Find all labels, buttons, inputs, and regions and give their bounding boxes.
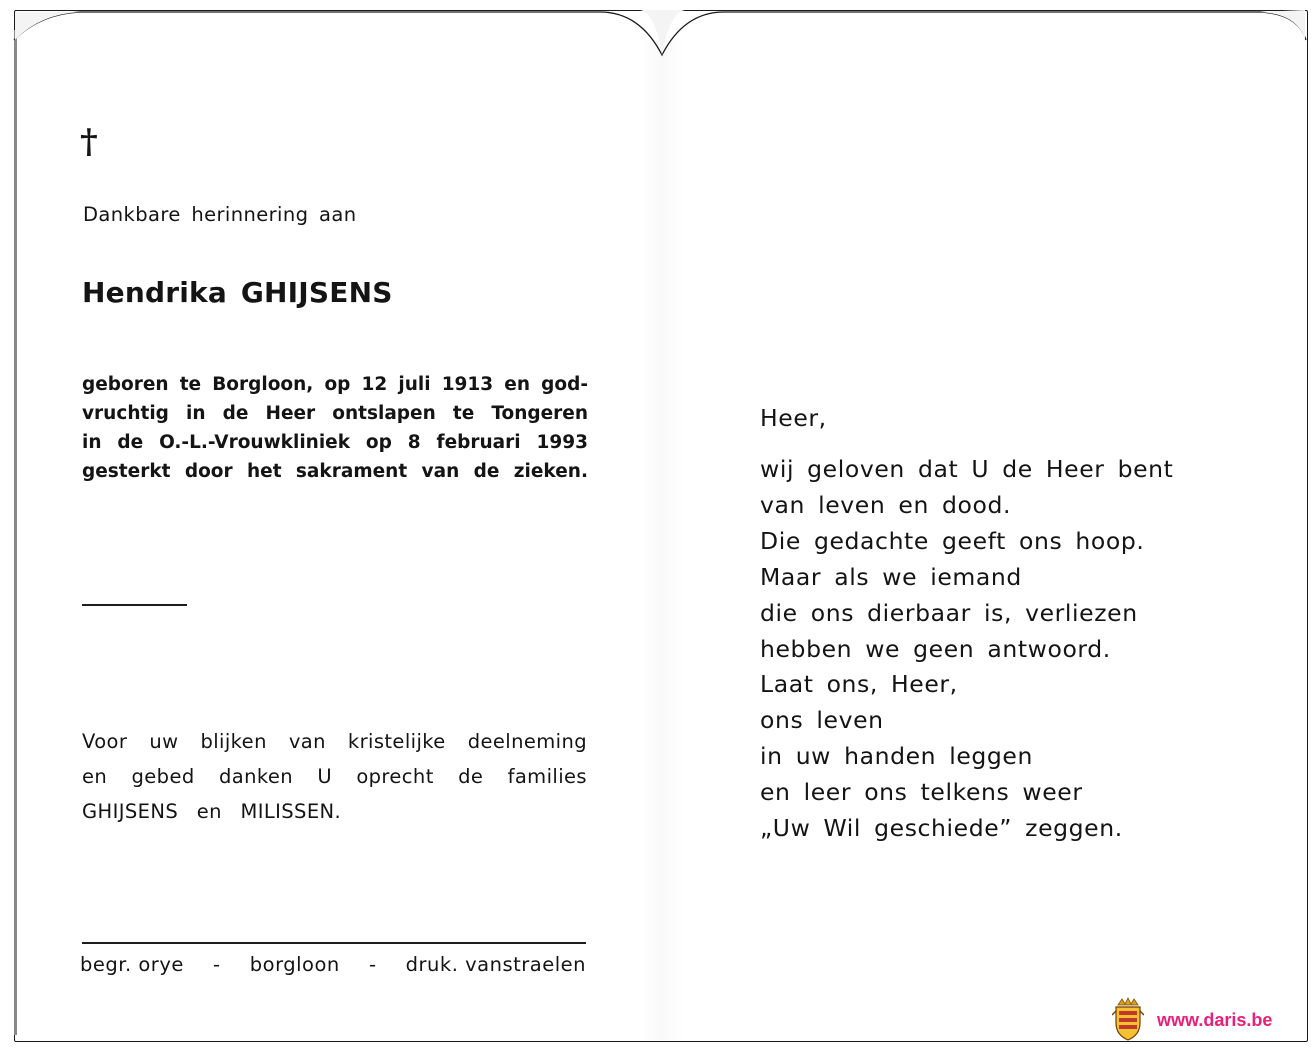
crest-icon bbox=[1112, 997, 1144, 1041]
poem-line: Die gedachte geeft ons hoop. bbox=[760, 526, 1145, 555]
printer-credit-left: begr. orye bbox=[80, 953, 184, 976]
thanks-line: Voor uw blijken van kristelijke deelneming bbox=[82, 730, 587, 753]
poem-heading: Heer, bbox=[760, 404, 827, 432]
printer-credit-middle: borgloon bbox=[249, 953, 340, 976]
poem-line: van leven en dood. bbox=[760, 490, 1012, 519]
thanks-message bbox=[82, 724, 587, 829]
thanks-line: en gebed danken U oprecht de families bbox=[82, 765, 587, 788]
divider-bottom bbox=[82, 942, 586, 944]
bio-line: in de O.-L.-Vrouwkliniek op 8 februari 1993 bbox=[82, 432, 588, 453]
printer-credit-right: druk. vanstraelen bbox=[405, 953, 586, 976]
card-top-scallops bbox=[0, 0, 1315, 80]
intro-text: Dankbare herinnering aan bbox=[83, 203, 357, 226]
bio-line: vruchtig in de Heer ontslapen te Tongeren bbox=[82, 403, 588, 424]
poem-line: „Uw Wil geschiede” zeggen. bbox=[760, 814, 1123, 843]
bio-line: gesterkt door het sakrament van de zieken. bbox=[82, 461, 588, 482]
card-fold bbox=[640, 40, 684, 1040]
poem-line: hebben we geen antwoord. bbox=[760, 634, 1111, 663]
website-watermark: www.daris.be bbox=[1157, 1010, 1273, 1030]
poem-line: ons leven bbox=[760, 706, 884, 735]
thanks-line: GHIJSENS en MILISSEN. bbox=[82, 800, 342, 823]
deceased-name: Hendrika GHIJSENS bbox=[82, 276, 393, 309]
cross-icon: † bbox=[80, 122, 98, 162]
divider-short bbox=[82, 604, 187, 606]
poem-line: wij geloven dat U de Heer bent bbox=[760, 455, 1174, 483]
poem-line: in uw handen leggen bbox=[760, 742, 1033, 771]
printer-separator: - bbox=[368, 953, 377, 976]
biography bbox=[82, 370, 588, 486]
poem-line: Maar als we iemand bbox=[760, 562, 1022, 591]
prayer-poem bbox=[760, 402, 1173, 847]
poem-line: die ons dierbaar is, verliezen bbox=[760, 598, 1138, 627]
printer-separator: - bbox=[213, 953, 221, 976]
bio-line: geboren te Borgloon, op 12 juli 1913 en god- bbox=[82, 374, 588, 395]
printer-credit bbox=[80, 953, 586, 976]
poem-line: Laat ons, Heer, bbox=[760, 670, 958, 699]
card-left-edge bbox=[14, 30, 17, 1035]
poem-line: en leer ons telkens weer bbox=[760, 778, 1083, 807]
